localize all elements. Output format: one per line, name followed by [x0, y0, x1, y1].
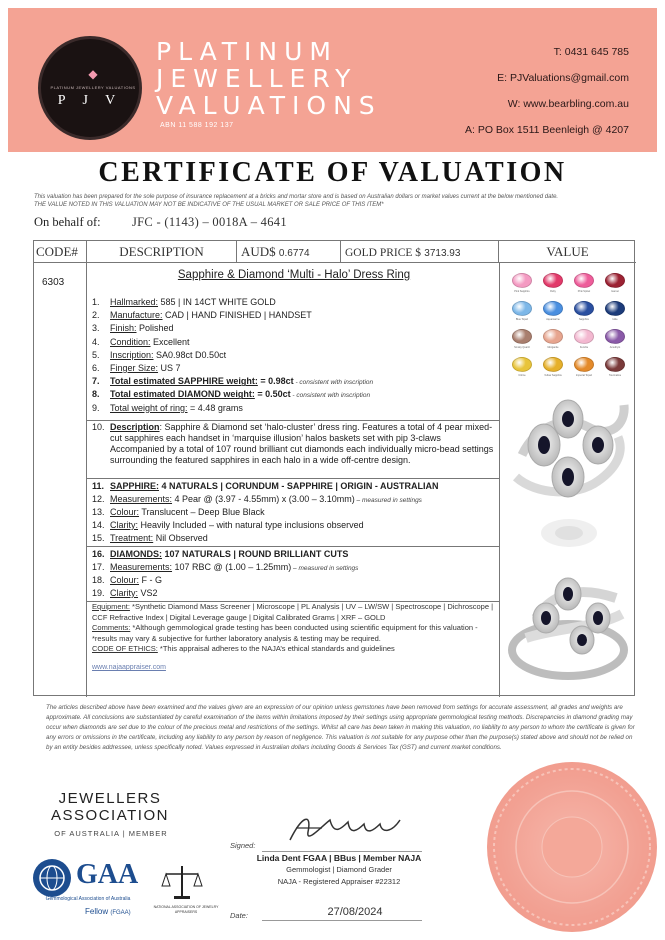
header-value: VALUE	[499, 241, 636, 263]
row-label: Finish:	[110, 323, 137, 334]
gemstone-swatch	[605, 301, 625, 316]
row-value: 585 | IN 14CT WHITE GOLD	[158, 297, 276, 307]
ethics-text: *This appraisal adheres to the NAJA’s ethical standards and guidelines	[157, 644, 395, 653]
gemstone-label: Garnet	[611, 290, 619, 293]
diamond-icon: ◆	[88, 67, 98, 81]
row-number: 6.	[92, 363, 100, 373]
gemstone-swatch	[512, 273, 532, 288]
row-number: 11.	[92, 481, 105, 491]
detail-row	[92, 337, 190, 348]
item-code: 6303	[42, 277, 65, 288]
gemstone-label: Blue Topaz	[515, 318, 529, 321]
row-value: 4 Pear @ (3.97 - 4.55mm) x (3.00 – 3.10mm)	[172, 494, 355, 504]
equipment-text: *Synthetic Diamond Mass Screener | Microscope | PL Analysis | UV – LW/SW | Spectroscope | Dichroscope | CCF Refractive Index | Digital Leverage gauge | Digital Calibrated Grams | XRF – GOLD	[92, 602, 494, 622]
behalf-value: JFC - (1143) – 0018A – 4641	[132, 215, 287, 229]
logo-monogram: P J V	[57, 93, 123, 108]
date-line	[262, 920, 422, 921]
gemstone-label: Tourmaline	[608, 374, 622, 377]
detail-row	[92, 363, 181, 374]
row-value: Excellent	[150, 336, 190, 347]
row-label: SAPPHIRE:	[110, 481, 160, 491]
gemstone-label: Imperial Topaz	[575, 374, 593, 377]
row-number: 7.	[92, 376, 100, 387]
legal-disclaimer: The articles described above have been examined and the values given are an expression of our opinion unless gemstones have been removed from settings for accurate assessment, all grades and weights are approximate. All conclusions are substantiated by careful examination of the items within limitations imposed by their settings using appropriate gemmological testing methods. Discrepancies in diamond grading may occur when diamonds are set due to the colour of the precious metal and restrictions of the settings. Whilst all care has been taken in making this valuation, no liability to any person to whom the certificate is given for any errors or omissions in the certificate, including any liability to any person by reason of negligence. This valuation is not suitable for any purpose other than the purpose(s) stated above and should not be relied on by an entity besides addressee, unless specifically noted. Values expressed in Australian dollars including Goods & Services Tax (GST) and current market conditions.	[46, 704, 635, 751]
row-value: US 7	[158, 363, 181, 373]
gemstone-swatch	[574, 301, 594, 316]
handwritten-signature	[282, 806, 422, 850]
row-label: Clarity:	[110, 588, 139, 598]
description-label: Description	[110, 422, 160, 432]
jewellers-association-logo	[40, 790, 180, 824]
valuation-disclaimer	[34, 193, 644, 209]
disclaimer-line-2: THE VALUE NOTED IN THIS VALUATION MAY NOT BE INDICATIVE OF THE USUAL MARKET OR SALE PRICE OF THIS ITEM*	[34, 202, 384, 208]
brand-line-2: JEWELLERY	[156, 64, 358, 93]
signer-registration: NAJA - Registered Appraiser #22312	[277, 877, 401, 886]
contact-address: A: PO Box 1511 Beenleigh @ 4207	[465, 124, 629, 136]
detail-row	[92, 297, 276, 308]
brand-line-1: PLATINUM	[156, 37, 338, 66]
row-number: 16.	[92, 549, 105, 559]
comments-label: Comments:	[92, 623, 131, 632]
jewellers-line-2: ASSOCIATION	[51, 807, 169, 824]
signature-line	[262, 851, 422, 852]
jewellers-line-1: JEWELLERS	[58, 790, 162, 807]
gaa-globe-icon	[33, 859, 71, 897]
header-code: CODE#	[34, 241, 87, 263]
row-value: SA0.98ct D0.50ct	[153, 349, 227, 360]
row-value: Nil Observed	[153, 533, 208, 543]
ring-photo-reflection	[506, 513, 632, 553]
naja-scales-icon	[160, 862, 204, 902]
gemstone-label: Pink Spinel	[577, 290, 591, 293]
ring-photo-top-view	[506, 385, 632, 510]
row-number: 1.	[92, 297, 100, 307]
gemstone-label: Smoky Quartz	[514, 346, 530, 349]
aud-label: AUD$	[241, 244, 276, 259]
row-label: Manufacture:	[110, 310, 163, 321]
row-number: 5.	[92, 349, 100, 360]
certificate-date: 27/08/2024	[327, 906, 383, 918]
row-label: Total weight of ring:	[110, 402, 188, 413]
row-note: - consistent with inscription	[293, 379, 374, 387]
row-value: 107 RBC @ (1.00 – 1.25mm)	[172, 562, 292, 572]
section-divider	[87, 420, 499, 421]
item-description	[110, 422, 495, 466]
gemstone-swatch	[574, 329, 594, 344]
gemstone-label: Yellow Sapphire	[544, 374, 562, 377]
row-number: 19.	[92, 588, 105, 598]
detail-row	[92, 310, 312, 321]
row-label: Hallmarked:	[110, 297, 159, 307]
row-value: VS2	[138, 588, 158, 598]
detail-row	[92, 549, 348, 560]
detail-row	[92, 507, 265, 518]
row-number: 18.	[92, 575, 105, 585]
gaa-subtitle: Gemmological Association of Australia	[45, 896, 131, 902]
header-banner	[8, 8, 657, 152]
detail-row	[92, 494, 422, 506]
gemstone-label: Iolite	[612, 318, 618, 321]
row-number: 15.	[92, 533, 105, 543]
testing-notes	[92, 602, 496, 655]
gold-value: 3713.93	[424, 248, 461, 259]
gemstone-label: Amethyst	[609, 346, 621, 349]
section-divider	[87, 546, 499, 547]
row-number: 14.	[92, 520, 105, 530]
gold-label: GOLD PRICE $	[345, 247, 422, 259]
row-number: 3.	[92, 323, 100, 334]
row-number: 13.	[92, 507, 105, 517]
row-label: Treatment:	[110, 533, 154, 543]
code-column	[34, 263, 87, 697]
detail-row	[92, 533, 208, 544]
contact-email: E: PJValuations@gmail.com	[497, 72, 629, 84]
row-value: Translucent – Deep Blue Black	[139, 507, 265, 517]
gemstone-label: Kunzite	[579, 346, 589, 349]
detail-row	[92, 481, 439, 492]
gemstone-label: Morganite	[547, 346, 559, 349]
signer-role: Gemmologist | Diamond Grader	[286, 865, 392, 874]
behalf-label: On behalf of:	[34, 215, 101, 229]
row-label: Inscription:	[110, 349, 154, 360]
row-number: 12.	[92, 494, 105, 504]
signer-name: Linda Dent FGAA | BBus | Member NAJA	[256, 853, 422, 863]
row-note: – measured in settings	[291, 565, 359, 572]
disclaimer-line-1: This valuation has been prepared for the sole purpose of insurance replacement at a bricks and mortar store and is based on Australian dollars or market values current at the below mentioned date.	[34, 194, 559, 200]
gemstone-swatch	[574, 273, 594, 288]
header-description: DESCRIPTION	[87, 241, 237, 263]
ethics-label: CODE OF ETHICS:	[92, 644, 158, 653]
fellow-abbrev: (FGAA)	[110, 910, 131, 916]
row-value: Polished	[136, 323, 174, 334]
row-number: 9.	[92, 402, 100, 413]
equipment-label: Equipment:	[92, 602, 130, 611]
row-label: Measurements:	[110, 494, 173, 504]
row-label: DIAMONDS:	[110, 549, 162, 559]
gemstone-label: Aquamarine	[546, 318, 560, 321]
naja-logo-text: NATIONAL ASSOCIATION OF JEWELRY APPRAISERS	[153, 905, 219, 914]
brand-line-3: VALUATIONS	[156, 91, 382, 120]
row-value: CAD | HAND FINISHED | HANDSET	[162, 310, 312, 321]
gaa-logo-text: GAA	[76, 859, 139, 890]
row-value: = 0.98ct	[257, 376, 294, 387]
detail-row	[92, 588, 158, 599]
gemstone-label: Ruby	[550, 290, 556, 293]
embossed-seal	[487, 762, 657, 932]
row-note: - consistent with inscription	[290, 392, 371, 400]
row-label: Colour:	[110, 575, 140, 585]
gemstone-swatch	[543, 329, 563, 344]
row-label: Finger Size:	[110, 363, 159, 373]
logo-small-text: PLATINUM JEWELLERY VALUATIONS	[50, 85, 136, 90]
detail-row	[92, 562, 358, 574]
gemstone-swatch	[605, 357, 625, 372]
detail-row	[92, 323, 174, 334]
gemstone-label: Sapphire	[578, 318, 589, 321]
gemstone-swatch	[605, 273, 625, 288]
aud-value: 0.6774	[278, 248, 310, 259]
row-number: 17.	[92, 562, 105, 572]
logo-badge	[38, 36, 142, 140]
detail-row	[92, 376, 373, 388]
header-gold-price	[341, 241, 499, 263]
fellow-badge	[85, 907, 131, 916]
value-column	[499, 263, 636, 697]
row-label: Total estimated SAPPHIRE weight:	[110, 376, 258, 387]
row-value: Heavily Included – with natural type inclusions observed	[138, 520, 364, 530]
contact-website: W: www.bearbling.com.au	[507, 98, 629, 110]
row-note: – measured in settings	[354, 497, 422, 504]
gemstone-swatch	[512, 301, 532, 316]
ring-photo-side-view	[506, 558, 632, 693]
section-divider	[87, 478, 499, 479]
certificate-title: CERTIFICATE OF VALUATION	[98, 157, 567, 188]
gemstone-swatch	[543, 357, 563, 372]
item-title: Sapphire & Diamond ‘Multi - Halo’ Dress Ring	[177, 269, 411, 281]
row-value: 4 NATURALS | CORUNDUM - SAPPHIRE | ORIGIN - AUSTRALIAN	[159, 481, 439, 491]
description-body: : Sapphire & Diamond set ‘halo-cluster’ dress ring. Features a total of 4 pear mixed-cut sapphires each handset in ‘marquise illusion’ halos baskets set with pip 3-claws Accompanied by a total of 107 round brilliant cut diamonds each individually micro-bead settings surrounding the featured sapphires in each halo in a wide off-centre design.	[110, 422, 494, 465]
contact-phone: T: 0431 645 785	[553, 46, 629, 58]
valuation-table	[33, 240, 635, 696]
row-description-number: 10.	[92, 422, 105, 432]
row-number: 8.	[92, 389, 100, 400]
row-label: Clarity:	[110, 520, 139, 530]
gemstone-label: Citrine	[518, 374, 526, 377]
gemstone-swatch	[605, 329, 625, 344]
detail-row	[92, 403, 243, 414]
fellow-label: Fellow	[85, 907, 111, 916]
row-value: = 4.48 grams	[187, 402, 243, 413]
row-value: 107 NATURALS | ROUND BRILLIANT CUTS	[162, 549, 349, 559]
header-aud	[237, 241, 341, 263]
gemstone-swatch	[512, 357, 532, 372]
gemstone-swatch	[543, 301, 563, 316]
gemstone-swatch	[512, 329, 532, 344]
detail-row	[92, 575, 162, 586]
row-label: Condition:	[110, 336, 151, 347]
row-value: = 0.50ct	[254, 389, 291, 400]
detail-row	[92, 389, 370, 401]
row-label: Measurements:	[110, 562, 173, 572]
detail-row	[92, 350, 226, 361]
row-label: Colour:	[110, 507, 140, 517]
comments-text: *Although gemmological grade testing has been conducted using scientific equipment for this valuation - *results may vary & subjective for further laboratory analysis & testing may be required.	[92, 623, 478, 643]
row-label: Total estimated DIAMOND weight:	[110, 389, 255, 400]
date-label: Date:	[230, 911, 248, 920]
abn-number: ABN 11 588 192 137	[160, 122, 234, 129]
row-number: 2.	[92, 310, 100, 321]
gemstone-label: Pink Sapphire	[514, 290, 530, 293]
jewellers-association-sub: OF AUSTRALIA | MEMBER	[54, 829, 168, 838]
signed-label: Signed:	[230, 841, 256, 850]
gemstone-swatch	[574, 357, 594, 372]
detail-row	[92, 520, 364, 531]
gemstone-swatch	[543, 273, 563, 288]
row-value: F - G	[139, 575, 163, 585]
naja-website-link[interactable]: www.najaappraiser.com	[92, 664, 166, 671]
row-number: 4.	[92, 336, 100, 347]
